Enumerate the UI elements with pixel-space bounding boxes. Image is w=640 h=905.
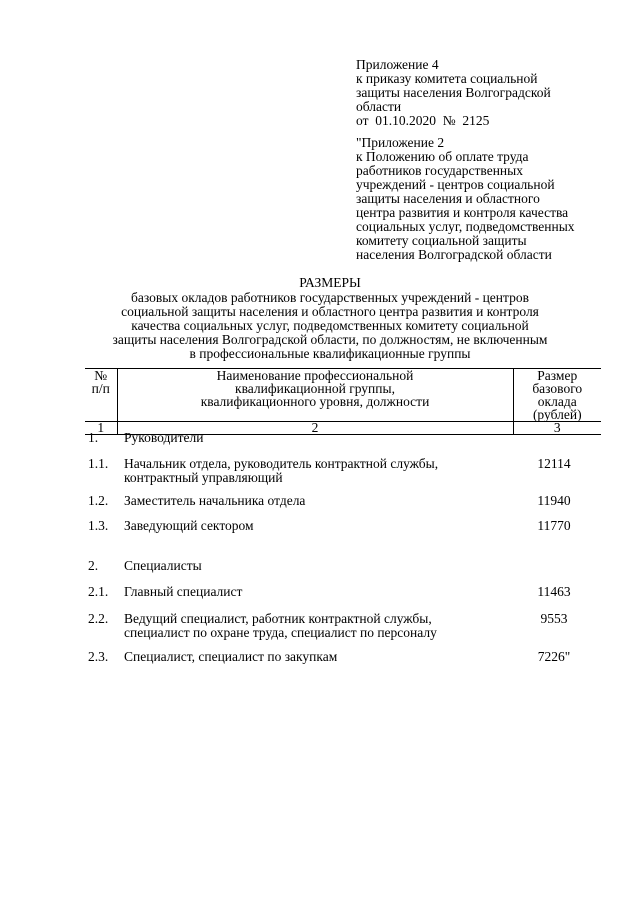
row-number: 1. <box>88 430 99 445</box>
row-name <box>124 612 504 640</box>
row-name <box>124 585 504 599</box>
row-name-line: Специалисты <box>124 558 202 573</box>
row-name-line: Специалист, специалист по закупкам <box>124 649 338 664</box>
header-text: оклада <box>537 394 577 409</box>
row-number: 2.3. <box>88 649 109 664</box>
row-value: 11940 <box>537 493 571 508</box>
appendix-ref-line: "Приложение 2 <box>356 135 445 150</box>
row-name-line: Ведущий специалист, работник контрактной службы, <box>124 611 432 626</box>
header-text: № <box>94 368 108 383</box>
row-number: 1.3. <box>88 518 109 533</box>
row-name-line: Руководители <box>124 430 204 445</box>
header-cell-name <box>117 369 513 422</box>
header-cell-salary <box>513 369 601 422</box>
header-text: Размер базового <box>532 368 583 396</box>
document-title <box>60 276 600 361</box>
header-text: п/п <box>91 381 110 396</box>
appendix-ref-line: защиты населения и областного <box>356 191 540 206</box>
row-name-line: Заведующий сектором <box>124 518 254 533</box>
row-value: 12114 <box>537 456 571 471</box>
row-number: 1.1. <box>88 456 109 471</box>
row-name <box>124 494 504 508</box>
title-line: защиты населения Волгоградской области, по должностям, не включенным <box>112 332 548 347</box>
appendix-ref-line: учреждений - центров социальной <box>356 177 555 192</box>
header-text: квалификационной группы, <box>235 381 395 396</box>
row-name <box>124 457 504 485</box>
appendix-main-line: к приказу комитета социальной <box>356 71 538 86</box>
appendix-ref-line: работников государственных <box>356 163 523 178</box>
row-value: 11463 <box>537 584 571 599</box>
column-number: 2 <box>117 422 513 435</box>
title-line: качества социальных услуг, подведомственных комитету социальной <box>131 318 529 333</box>
row-value: 7226" <box>537 649 571 664</box>
row-number: 2. <box>88 558 99 573</box>
row-name-line: Начальник отдела, руководитель контрактной службы, <box>124 456 439 471</box>
row-number: 2.1. <box>88 584 109 599</box>
row-name-line: контрактный управляющий <box>124 470 283 485</box>
appendix-main-line: защиты населения Волгоградской <box>356 85 551 100</box>
title-heading: РАЗМЕРЫ <box>299 275 361 290</box>
appendix-ref-line: комитету социальной защиты <box>356 233 527 248</box>
appendix-ref-line: населения Волгоградской области <box>356 247 552 262</box>
row-name-line: Главный специалист <box>124 584 243 599</box>
title-line: в профессиональные квалификационные группы <box>189 346 471 361</box>
header-text: (рублей) <box>532 407 582 422</box>
appendix-main-block <box>356 58 626 128</box>
appendix-ref-line: к Положению об оплате труда <box>356 149 529 164</box>
row-value: 11770 <box>537 518 571 533</box>
header-text: квалификационного уровня, должности <box>200 394 430 409</box>
header-cell-number <box>85 369 117 422</box>
appendix-main-line: Приложение 4 <box>356 57 439 72</box>
appendix-ref-line: центра развития и контроля качества <box>356 205 569 220</box>
row-value: 9553 <box>540 611 568 626</box>
row-name <box>124 431 504 445</box>
appendix-main-line: от 01.10.2020 № 2125 <box>356 113 490 128</box>
row-name <box>124 559 504 573</box>
row-name-line: Заместитель начальника отдела <box>124 493 306 508</box>
row-name <box>124 650 504 664</box>
table-header <box>85 368 601 435</box>
title-line: социальной защиты населения и областного центра развития и контроля <box>121 304 539 319</box>
row-name <box>124 519 504 533</box>
column-number: 1 <box>85 422 117 435</box>
row-name-line: специалист по охране труда, специалист по персоналу <box>124 625 437 640</box>
title-line: базовых окладов работников государственных учреждений - центров <box>131 290 529 305</box>
row-number: 1.2. <box>88 493 109 508</box>
column-number: 3 <box>513 422 601 435</box>
appendix-ref-block <box>356 136 626 262</box>
header-text: Наименование профессиональной <box>216 368 414 383</box>
row-number: 2.2. <box>88 611 109 626</box>
appendix-ref-line: социальных услуг, подведомственных <box>356 219 575 234</box>
table-header-row <box>85 369 601 422</box>
appendix-main-line: области <box>356 99 402 114</box>
